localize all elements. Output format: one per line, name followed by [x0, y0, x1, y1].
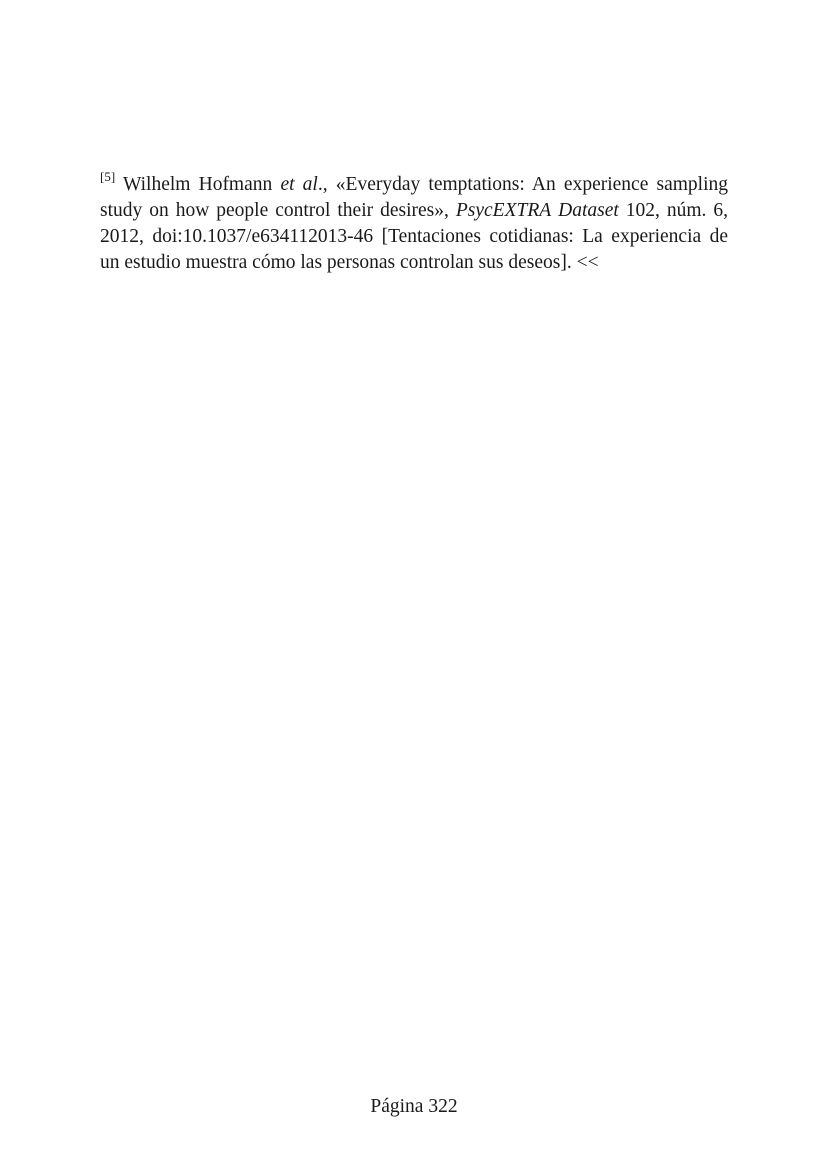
- footnote-citation: 102, núm. 6, 2012, doi:10.1037/e634112013-46 [Tentaciones cotidianas: La experiencia de un estudio muestra cómo las personas controlan sus deseos].: [100, 200, 728, 273]
- footnote-title: ., «Everyday temptations: An experience sampling study on how people control their desires»,: [100, 174, 729, 221]
- page-number: Página 322: [370, 1096, 458, 1117]
- footnote-journal-dataset: Dataset: [551, 200, 619, 221]
- footnote-etal: et al: [280, 174, 318, 195]
- footnote-journal-psyc: Psyc: [455, 200, 493, 221]
- footnote-number: [5]: [100, 168, 116, 184]
- footnote: [100, 168, 729, 276]
- footnote-back-link[interactable]: <<: [576, 252, 599, 273]
- footnote-journal-extra: EXTRA: [492, 200, 552, 221]
- footnote-author: Wilhelm Hofmann: [115, 174, 281, 195]
